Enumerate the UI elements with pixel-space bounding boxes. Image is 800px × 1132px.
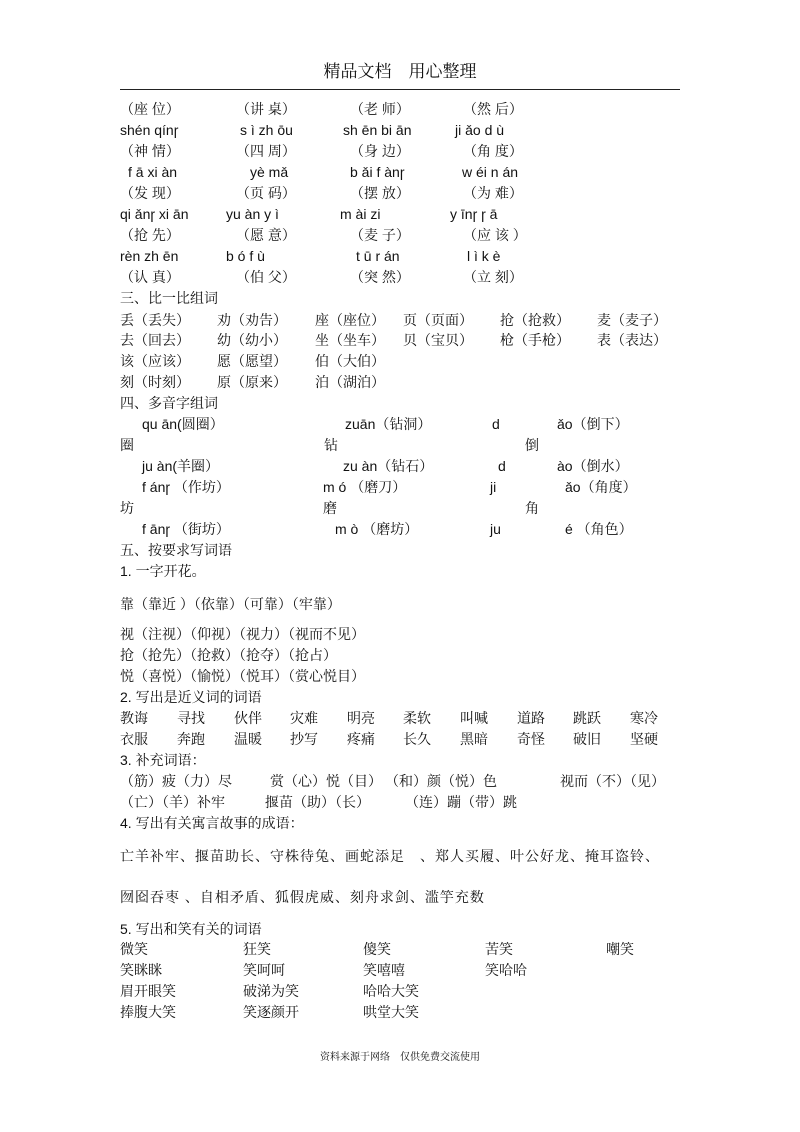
vocab-pinyin: m ài zi xyxy=(340,206,381,222)
laugh-word: 狂笑 xyxy=(243,941,271,957)
laugh-word: 笑呵呵 xyxy=(243,962,285,978)
fable-idioms-line: 囫囵吞枣 、自相矛盾、狐假虎威、刻舟求剑、滥竽充数 xyxy=(120,889,485,905)
vocab-word: （座 位） xyxy=(120,101,180,117)
vocab-word: （认 真） xyxy=(120,269,180,285)
synonym-word: 温暖 xyxy=(234,731,262,747)
polyphone-reading: m ò （磨坊） xyxy=(335,521,419,537)
polyphone-reading: d xyxy=(492,416,500,432)
compare-item: 贝（宝贝） xyxy=(403,332,473,348)
polyphone-char: 坊 xyxy=(120,500,134,516)
laugh-word: 苦笑 xyxy=(485,941,513,957)
laugh-word: 哈哈大笑 xyxy=(363,983,419,999)
vocab-pinyin: t ū r án xyxy=(356,248,400,264)
laugh-word: 破涕为笑 xyxy=(243,983,299,999)
synonym-word: 叫喊 xyxy=(460,710,488,726)
vocab-word: （摆 放） xyxy=(350,185,410,201)
laugh-word: 笑眯眯 xyxy=(120,962,162,978)
synonym-word: 道路 xyxy=(517,710,545,726)
vocab-word: （身 边） xyxy=(350,143,410,159)
page-footer: 资料来源于网络 仅供免费交流使用 xyxy=(320,1052,480,1063)
compare-item: 坐（坐车） xyxy=(315,332,385,348)
vocab-word: （老 师） xyxy=(350,101,410,117)
vocab-pinyin: rèn zh ēn xyxy=(120,248,179,264)
section-heading: 三、比一比组词 xyxy=(120,290,218,306)
part-title: 5. 写出和笑有关的词语 xyxy=(120,921,262,937)
vocab-pinyin: f ā xi àn xyxy=(128,164,178,180)
word-bloom-line: 视（注视）（仰视）（视力）（视而不见） xyxy=(120,626,365,642)
idiom-fill: 视而（不）（见） xyxy=(560,773,665,789)
laugh-word: 哄堂大笑 xyxy=(363,1004,419,1020)
vocab-pinyin: y īnɼ ɼ ā xyxy=(450,206,498,222)
compare-item: 枪（手枪） xyxy=(500,332,570,348)
vocab-word: （立 刻） xyxy=(463,269,523,285)
polyphone-reading: f ánɼ （作坊） xyxy=(142,479,230,495)
vocab-word: （页 码） xyxy=(236,185,296,201)
synonym-word: 教诲 xyxy=(120,710,148,726)
vocab-word: （应 该 ） xyxy=(463,227,527,243)
polyphone-reading: qu ān(圆圈） xyxy=(142,416,224,432)
idiom-fill: （筋）疲（力）尽 xyxy=(120,773,232,789)
vocab-pinyin: b ǎi f ànɼ xyxy=(350,164,405,180)
vocab-pinyin: l ì k è xyxy=(467,248,501,264)
synonym-word: 疼痛 xyxy=(347,731,375,747)
part-title: 3. 补充词语： xyxy=(120,752,206,768)
compare-item: 该（应该） xyxy=(120,353,190,369)
synonym-word: 柔软 xyxy=(403,710,431,726)
synonym-word: 伙伴 xyxy=(234,710,262,726)
polyphone-char: 角 xyxy=(525,500,539,516)
synonym-word: 抄写 xyxy=(290,731,318,747)
compare-item: 原（原来） xyxy=(217,374,287,390)
vocab-word: （四 周） xyxy=(236,143,296,159)
polyphone-reading: m ó （磨刀） xyxy=(323,479,407,495)
synonym-word: 寻找 xyxy=(177,710,205,726)
laugh-word: 傻笑 xyxy=(363,941,391,957)
synonym-word: 衣服 xyxy=(120,731,148,747)
polyphone-reading: ju xyxy=(490,521,501,537)
idiom-fill: （连）蹦（带）跳 xyxy=(405,794,517,810)
vocab-word: （然 后） xyxy=(463,101,523,117)
compare-item: 抢（抢救） xyxy=(500,312,570,328)
compare-item: 劝（劝告） xyxy=(217,312,287,328)
compare-item: 泊（湖泊） xyxy=(315,374,385,390)
synonym-word: 跳跃 xyxy=(573,710,601,726)
vocab-word: （发 现） xyxy=(120,185,180,201)
laugh-word: 笑逐颜开 xyxy=(243,1004,299,1020)
vocab-word: （讲 桌） xyxy=(236,101,296,117)
polyphone-reading: é （角色） xyxy=(565,521,633,537)
vocab-pinyin: ji ǎo d ù xyxy=(455,122,505,138)
compare-item: 丢（丢失） xyxy=(120,312,190,328)
polyphone-char: 倒 xyxy=(525,437,539,453)
vocab-pinyin: s ì zh ōu xyxy=(240,122,293,138)
polyphone-reading: f ānɼ （街坊） xyxy=(142,521,230,537)
laugh-word: 嘲笑 xyxy=(606,941,634,957)
page-header-title: 精品文档 用心整理 xyxy=(323,62,477,81)
idiom-fill: 揠苗（助）（长） xyxy=(265,794,370,810)
laugh-word: 笑哈哈 xyxy=(485,962,527,978)
vocab-word: （愿 意） xyxy=(236,227,296,243)
polyphone-reading: zuān（钻洞） xyxy=(345,416,432,432)
word-bloom-line: 悦（喜悦）（愉悦）（悦耳）（赏心悦目） xyxy=(120,668,365,684)
vocab-word: （神 情） xyxy=(120,143,180,159)
polyphone-reading: ju àn(羊圈） xyxy=(142,458,220,474)
synonym-word: 奇怪 xyxy=(517,731,545,747)
vocab-word: （抢 先） xyxy=(120,227,180,243)
polyphone-char: 磨 xyxy=(323,500,337,516)
synonym-word: 坚硬 xyxy=(630,731,658,747)
word-bloom-line: 抢（抢先）（抢救）（抢夺）（抢占） xyxy=(120,647,337,663)
part-title: 2. 写出是近义词的词语 xyxy=(120,689,262,705)
fable-idioms-line: 亡羊补牢、揠苗助长、守株待兔、画蛇添足 、郑人买履、叶公好龙、掩耳盗铃、 xyxy=(120,848,660,864)
synonym-word: 寒冷 xyxy=(630,710,658,726)
word-bloom-line: 靠（靠近 ）（依靠）（可靠）（牢靠） xyxy=(120,596,341,612)
compare-item: 页（页面） xyxy=(403,312,473,328)
laugh-word: 眉开眼笑 xyxy=(120,983,176,999)
synonym-word: 明亮 xyxy=(347,710,375,726)
compare-item: 伯（大伯） xyxy=(315,353,385,369)
polyphone-reading: zu àn（钻石） xyxy=(343,458,434,474)
vocab-pinyin: shén qínɼ xyxy=(120,122,179,138)
part-title: 4. 写出有关寓言故事的成语： xyxy=(120,815,304,831)
compare-item: 麦（麦子） xyxy=(597,312,667,328)
polyphone-char: 圈 xyxy=(120,437,134,453)
compare-item: 表（表达） xyxy=(597,332,667,348)
vocab-word: （为 难） xyxy=(463,185,523,201)
header-rule xyxy=(120,89,680,90)
vocab-pinyin: sh ēn bi ān xyxy=(343,122,412,138)
vocab-pinyin: yè mǎ xyxy=(250,164,289,180)
compare-item: 刻（时刻） xyxy=(120,374,190,390)
polyphone-reading: d xyxy=(498,458,506,474)
vocab-pinyin: b ó f ù xyxy=(226,248,265,264)
polyphone-reading: ào（倒水） xyxy=(557,458,629,474)
polyphone-reading: ji xyxy=(490,479,497,495)
compare-item: 去（回去） xyxy=(120,332,190,348)
idiom-fill: （和）颜（悦）色 xyxy=(385,773,497,789)
compare-item: 愿（愿望） xyxy=(217,353,287,369)
synonym-word: 长久 xyxy=(403,731,431,747)
vocab-pinyin: qi ǎnɼ xi ān xyxy=(120,206,189,222)
vocab-pinyin: yu àn y ì xyxy=(226,206,279,222)
polyphone-reading: ǎo（倒下） xyxy=(557,416,629,432)
vocab-pinyin: w éi n án xyxy=(462,164,519,180)
vocab-word: （麦 子） xyxy=(350,227,410,243)
laugh-word: 捧腹大笑 xyxy=(120,1004,176,1020)
section-heading: 四、多音字组词 xyxy=(120,395,218,411)
compare-item: 座（座位） xyxy=(315,312,385,328)
section-heading: 五、按要求写词语 xyxy=(120,542,232,558)
polyphone-char: 钻 xyxy=(324,437,338,453)
vocab-word: （角 度） xyxy=(463,143,523,159)
idiom-fill: （亡）（羊）补牢 xyxy=(120,794,225,810)
laugh-word: 笑嘻嘻 xyxy=(363,962,405,978)
laugh-word: 微笑 xyxy=(120,941,148,957)
part-title: 1. 一字开花。 xyxy=(120,563,206,579)
vocab-word: （突 然） xyxy=(350,269,410,285)
synonym-word: 黑暗 xyxy=(460,731,488,747)
compare-item: 幼（幼小） xyxy=(217,332,287,348)
synonym-word: 破旧 xyxy=(573,731,601,747)
polyphone-reading: ǎo（角度） xyxy=(565,479,637,495)
vocab-word: （伯 父） xyxy=(236,269,296,285)
idiom-fill: 赏（心）悦（目） xyxy=(270,773,382,789)
synonym-word: 灾难 xyxy=(290,710,318,726)
synonym-word: 奔跑 xyxy=(177,731,205,747)
